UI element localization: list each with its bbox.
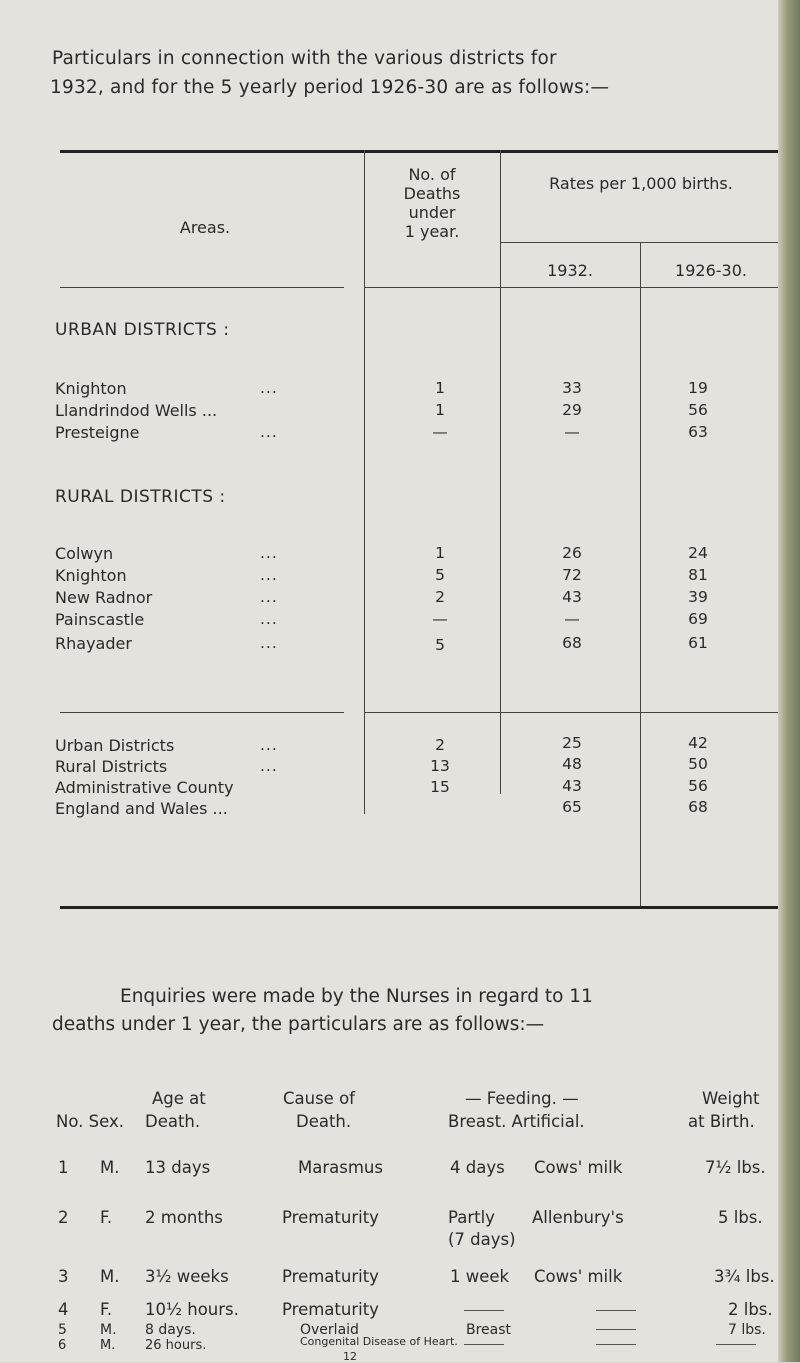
- rate-1932-value: 48: [562, 755, 582, 773]
- rate-1932-value: —: [564, 610, 580, 628]
- area-name: New Radnor: [55, 588, 153, 607]
- page-edge: [778, 0, 800, 1362]
- leader-dots: ...: [260, 634, 278, 652]
- area-name: Urban Districts: [55, 736, 175, 755]
- rate-1926-30-value: 81: [688, 566, 708, 584]
- weight-value: 7½ lbs.: [705, 1158, 766, 1177]
- cause-line-3: Heart.: [423, 1335, 458, 1348]
- cause-value: Overlaid: [300, 1322, 359, 1338]
- leader-dots: ...: [260, 757, 278, 775]
- deaths-value: 2: [435, 588, 445, 606]
- header-areas: Areas.: [179, 218, 231, 237]
- age-value: 3½ weeks: [145, 1267, 229, 1286]
- intro-line-1: Particulars in connection with the various districts for: [52, 48, 557, 69]
- area-name: Knighton: [55, 566, 127, 585]
- deaths-value: 2: [435, 736, 445, 754]
- cause-value: Prematurity: [282, 1300, 379, 1319]
- table-top-rule: [60, 150, 782, 153]
- header-1926-30: 1926-30.: [675, 261, 747, 280]
- artificial-value: Allenbury's: [532, 1208, 624, 1227]
- header-rule-areas: [60, 287, 344, 288]
- rate-1926-30-value: 56: [688, 401, 708, 419]
- leader-dots: ...: [260, 736, 278, 754]
- area-name: Llandrindod Wells ...: [55, 401, 218, 420]
- rate-1926-30-value: 24: [688, 544, 708, 562]
- rate-1932-value: 25: [562, 734, 582, 752]
- rate-1926-30-value: 69: [688, 610, 708, 628]
- enquiries-paragraph: [52, 983, 774, 1039]
- row-number: 6: [58, 1338, 67, 1353]
- leader-dots: ...: [260, 379, 278, 397]
- header-feeding-line-1: — Feeding. —: [465, 1089, 579, 1108]
- enquiries-line-1: Enquiries were made by the Nurses in regard to 11: [120, 986, 593, 1007]
- area-name: Presteigne: [55, 423, 140, 442]
- cause-line-1: Congenital: [300, 1335, 360, 1348]
- rate-1926-30-value: 56: [688, 777, 708, 795]
- deaths-value: 13: [430, 757, 450, 775]
- sex-value: M.: [100, 1158, 120, 1177]
- area-name: Administrative County: [55, 778, 234, 797]
- empty-weight-dash: [716, 1344, 756, 1345]
- header-weight-line-1: Weight: [702, 1089, 760, 1108]
- sex-value: F.: [100, 1208, 113, 1227]
- header-rates: Rates per 1,000 births.: [549, 174, 733, 193]
- sex-value: F.: [100, 1300, 113, 1319]
- deaths-value: 1: [435, 401, 445, 419]
- rate-1932-value: 26: [562, 544, 582, 562]
- sex-value: M.: [100, 1267, 120, 1286]
- breast-value-detail: (7 days): [448, 1230, 516, 1249]
- empty-artificial-dash: [596, 1310, 636, 1311]
- leader-dots: ...: [260, 588, 278, 606]
- empty-artificial-dash: [596, 1329, 636, 1330]
- header-deaths-line-4: 1 year.: [404, 222, 460, 241]
- breast-value: 1 week: [450, 1267, 510, 1286]
- rate-1932-value: 33: [562, 379, 582, 397]
- row-number: 4: [58, 1300, 69, 1319]
- header-cause-line-2: Death.: [296, 1112, 352, 1131]
- area-name: Rhayader: [55, 634, 132, 653]
- rate-1932-value: 65: [562, 798, 582, 816]
- header-no-sex: No. Sex.: [56, 1112, 124, 1131]
- sex-value: M.: [100, 1322, 117, 1338]
- area-name: Rural Districts: [55, 757, 168, 776]
- leader-dots: ...: [260, 423, 278, 441]
- column-divider-deaths: [364, 150, 365, 814]
- leader-dots: ...: [260, 610, 278, 628]
- area-name: Colwyn: [55, 544, 114, 563]
- age-value: 26 hours.: [145, 1338, 207, 1353]
- age-value: 10½ hours.: [145, 1300, 239, 1319]
- enquiries-line-2: deaths under 1 year, the particulars are as follows:—: [52, 1014, 545, 1035]
- header-1932: 1932.: [547, 261, 593, 280]
- cause-value: Prematurity: [282, 1208, 379, 1227]
- header-cause-line-1: Cause of: [283, 1089, 355, 1108]
- rate-1932-value: 72: [562, 566, 582, 584]
- row-number: 3: [58, 1267, 69, 1286]
- header-deaths-line-3: under: [408, 203, 456, 222]
- header-weight-line-2: at Birth.: [688, 1112, 755, 1131]
- header-deaths-line-2: Deaths: [403, 184, 461, 203]
- leader-dots: ...: [260, 566, 278, 584]
- urban-districts-heading: URBAN DISTRICTS :: [55, 320, 230, 340]
- column-divider-1926: [640, 242, 641, 906]
- deaths-value: 1: [435, 544, 445, 562]
- header-feeding-line-2: Breast. Artificial.: [448, 1112, 585, 1131]
- rural-districts-heading: RURAL DISTRICTS :: [55, 487, 226, 507]
- empty-breast-dash: [464, 1310, 504, 1311]
- rate-1926-30-value: 50: [688, 755, 708, 773]
- age-value: 8 days.: [145, 1322, 196, 1338]
- weight-value: 3¾ lbs.: [714, 1267, 775, 1286]
- cause-value: Marasmus: [298, 1158, 383, 1177]
- empty-artificial-dash: [596, 1344, 636, 1345]
- totals-rule-areas: [60, 712, 344, 713]
- column-divider-rates: [500, 150, 501, 794]
- rate-1926-30-value: 42: [688, 734, 708, 752]
- leader-dots: ...: [260, 544, 278, 562]
- artificial-value: Cows' milk: [534, 1158, 623, 1177]
- rate-1926-30-value: 19: [688, 379, 708, 397]
- rates-subheader-rule: [500, 242, 782, 243]
- header-age-line-2: Death.: [145, 1112, 201, 1131]
- age-value: 2 months: [145, 1208, 223, 1227]
- area-name: Painscastle: [55, 610, 145, 629]
- empty-breast-dash: [464, 1344, 504, 1345]
- deaths-value: 15: [430, 778, 450, 796]
- header-deaths: [364, 165, 500, 241]
- breast-value: 4 days: [450, 1158, 505, 1177]
- rate-1932-value: —: [564, 423, 580, 441]
- deaths-value: 1: [435, 379, 445, 397]
- row-number: 5: [58, 1322, 67, 1338]
- sex-value: M.: [100, 1338, 116, 1353]
- row-number: 1: [58, 1158, 69, 1177]
- deaths-value: 5: [435, 566, 445, 584]
- weight-value: 2 lbs.: [728, 1300, 773, 1319]
- rate-1932-value: 43: [562, 777, 582, 795]
- totals-rule-values: [364, 712, 782, 713]
- rate-1926-30-value: 68: [688, 798, 708, 816]
- weight-value: 7 lbs.: [728, 1322, 766, 1338]
- header-rule-values: [364, 287, 782, 288]
- deaths-value: —: [432, 423, 448, 441]
- deaths-value: 5: [435, 636, 445, 654]
- header-age-line-1: Age at: [152, 1089, 206, 1108]
- artificial-value: Cows' milk: [534, 1267, 623, 1286]
- table-bottom-rule: [60, 906, 782, 909]
- rate-1932-value: 29: [562, 401, 582, 419]
- rate-1932-value: 68: [562, 634, 582, 652]
- cause-value: Prematurity: [282, 1267, 379, 1286]
- rate-1932-value: 43: [562, 588, 582, 606]
- rate-1926-30-value: 61: [688, 634, 708, 652]
- age-value: 13 days: [145, 1158, 211, 1177]
- intro-line-2: 1932, and for the 5 yearly period 1926-30 are as follows:—: [50, 77, 610, 98]
- row-number: 2: [58, 1208, 69, 1227]
- weight-value: 5 lbs.: [718, 1208, 763, 1227]
- cause-value: [300, 1336, 458, 1348]
- deaths-value: —: [432, 610, 448, 628]
- header-deaths-line-1: No. of: [408, 165, 456, 184]
- area-name: England and Wales ...: [55, 799, 228, 818]
- area-name: Knighton: [55, 379, 127, 398]
- breast-value: Partly: [448, 1208, 495, 1227]
- page-number: 12: [343, 1350, 357, 1363]
- rate-1926-30-value: 63: [688, 423, 708, 441]
- rate-1926-30-value: 39: [688, 588, 708, 606]
- breast-value: Breast: [466, 1322, 512, 1338]
- cause-line-2: Disease of: [362, 1335, 421, 1348]
- intro-paragraph: [52, 44, 762, 102]
